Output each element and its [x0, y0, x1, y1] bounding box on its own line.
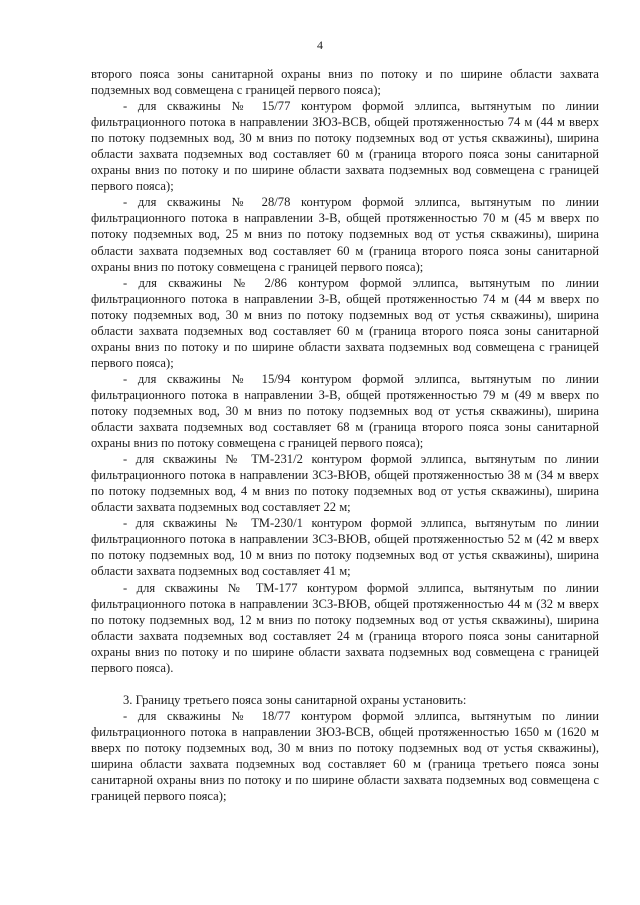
paragraph-well-18-77: - для скважины № 18/77 контуром формой эллипса, вытянутым по линии фильтрационного потока в направлении ЗЮЗ-ВСВ, общей протяженностью 1650 м (1620 м вверх по потоку подземных вод, 30 м вниз по потоку подземных вод от устья скважины), ширина области захвата подземных вод составляет 60 м (граница третьего пояса зоны санитарной охраны вниз по потоку и по ширине области захвата подземных вод совмещена с границей первого пояса); [91, 708, 599, 804]
paragraph-well-2-86: - для скважины № 2/86 контуром формой эллипса, вытянутым по линии фильтрационного потока в направлении З-В, общей протяженностью 74 м (44 м вверх по потоку подземных вод, 30 м вниз по потоку подземных вод от устья скважины), ширина области захвата подземных вод составляет 60 м (граница второго пояса зоны санитарной охраны вниз по потоку и по ширине области захвата подземных вод совмещена с границей первого пояса); [91, 275, 599, 370]
paragraph-well-tm-177: - для скважины № ТМ-177 контуром формой эллипса, вытянутым по линии фильтрационного потока в направлении ЗСЗ-ВЮВ, общей протяженностью 44 м (32 м вверх по потоку подземных вод, 12 м вниз по потоку подземных вод от устья скважины), ширина области захвата подземных вод составляет 24 м (граница второго пояса зоны санитарной охраны вниз по потоку и по ширине области захвата подземных вод совмещена с границей первого пояса). [91, 580, 599, 675]
paragraph-well-tm-230-1: - для скважины № ТМ-230/1 контуром формой эллипса, вытянутым по линии фильтрационного потока в направлении ЗСЗ-ВЮВ, общей протяженностью 52 м (42 м вверх по потоку подземных вод, 10 м вниз по потоку подземных вод от устья скважины), ширина области захвата подземных вод составляет 41 м; [91, 516, 599, 579]
document-body [91, 66, 599, 804]
section-3-heading: 3. Границу третьего пояса зоны санитарной охраны установить: [123, 692, 467, 707]
paragraph-well-tm-231-2: - для скважины № ТМ-231/2 контуром формой эллипса, вытянутым по линии фильтрационного потока в направлении ЗСЗ-ВЮВ, общей протяженностью 38 м (34 м вверх по потоку подземных вод, 4 м вниз по потоку подземных вод от устья скважины), ширина области захвата подземных вод составляет 22 м; [91, 452, 599, 515]
paragraph-well-28-78: - для скважины № 28/78 контуром формой эллипса, вытянутым по линии фильтрационного потока в направлении З-В, общей протяженностью 70 м (45 м вверх по потоку подземных вод, 25 м вниз по потоку подземных вод от устья скважины), ширина области захвата подземных вод составляет 60 м (граница второго пояса зоны санитарной охраны вниз по потоку совмещена с границей первого пояса); [91, 195, 599, 274]
paragraph-well-15-94: - для скважины № 15/94 контуром формой эллипса, вытянутым по линии фильтрационного потока в направлении З-В, общей протяженностью 79 м (49 м вверх по потоку подземных вод, 30 м вниз по потоку подземных вод от устья скважины), ширина области захвата подземных вод составляет 68 м (граница второго пояса зоны санитарной охраны вниз по потоку совмещена с границей первого пояса); [91, 371, 599, 451]
section-spacer [91, 676, 599, 692]
paragraph-well-15-77: - для скважины № 15/77 контуром формой эллипса, вытянутым по линии фильтрационного потока в направлении ЗЮЗ-ВСВ, общей протяженностью 74 м (44 м вверх по потоку подземных вод, 30 м вниз по потоку подземных вод от устья скважины), ширина области захвата подземных вод составляет 60 м (граница второго пояса зоны санитарной охраны вниз по потоку и по ширине области захвата подземных вод совмещена с границей первого пояса); [91, 99, 599, 194]
page-number: 4 [317, 38, 323, 52]
paragraph-continuation: второго пояса зоны санитарной охраны вниз по потоку и по ширине области захвата подземных вод совмещена с границей первого пояса); [91, 67, 599, 98]
